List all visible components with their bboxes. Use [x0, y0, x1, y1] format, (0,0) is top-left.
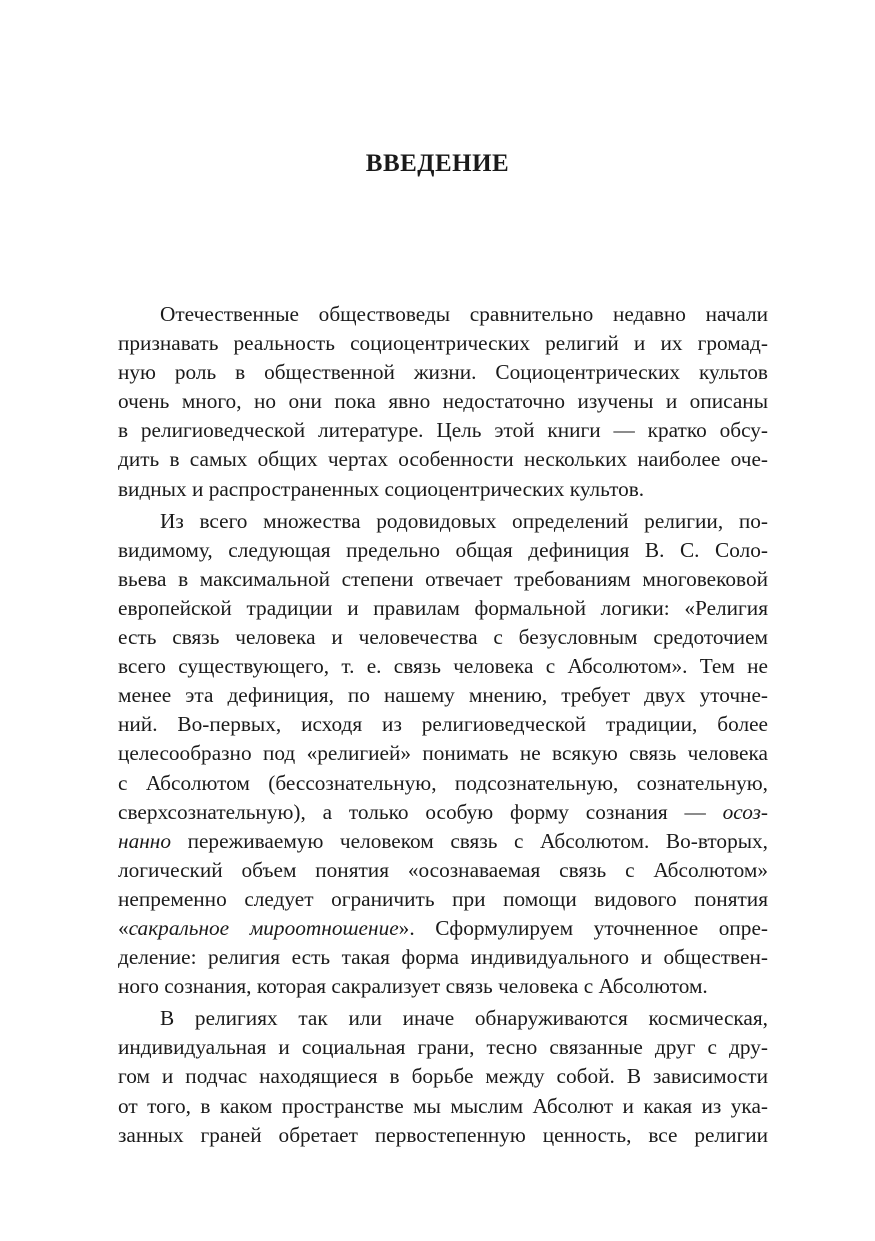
text-line: есть связь человека и человечества с безусловным средоточием — [118, 625, 768, 650]
text-line: непременно следует ограничить при помощи видового понятия — [118, 886, 768, 911]
text-line: видных и распространенных социоцентрических культов. — [118, 476, 645, 501]
text-line: целесообразно под «религией» понимать не всякую связь человека — [118, 741, 768, 766]
chapter-title: ВВЕДЕНИЕ — [365, 150, 510, 177]
italic-run: нанно — [118, 828, 171, 853]
text-line: логический объем понятия «осознаваемая связь с Абсолютом» — [118, 857, 768, 882]
text-line: ную роль в общественной жизни. Социоцентрических культов — [118, 360, 768, 385]
text-run: переживаемую человеком связь с Абсолютом. Во-вторых, — [187, 828, 768, 853]
text-run: « — [118, 915, 129, 940]
text-line: ного сознания, которая сакрализует связь человека с Абсолютом. — [118, 974, 708, 999]
text-line: индивидуальная и социальная грани, тесно связанные друг с дру- — [118, 1035, 768, 1060]
text-line: гом и подчас находящиеся в борьбе между собой. В зависимости — [118, 1064, 768, 1089]
italic-run: осоз- — [722, 799, 768, 824]
italic-run: сакральное мироотношение — [128, 915, 399, 940]
paragraph-1 — [118, 300, 768, 504]
text-line: видимому, следующая предельно общая дефиниция В. С. Соло- — [118, 537, 768, 562]
text-line — [118, 827, 768, 856]
text-line: в религиоведческой литературе. Цель этой книги — кратко обсу- — [118, 418, 768, 443]
text-line: занных граней обретает первостепенную ценность, все религии — [118, 1122, 768, 1147]
text-line: ний. Во-первых, исходя из религиоведческой традиции, более — [118, 712, 768, 737]
paragraph-2 — [118, 507, 768, 1002]
text-line: всего существующего, т. е. связь человека с Абсолютом». Тем не — [118, 654, 768, 679]
text-line: очень много, но они пока явно недостаточно изучены и описаны — [118, 389, 768, 414]
text-line: от того, в каком пространстве мы мыслим Абсолют и какая из ука- — [118, 1093, 768, 1118]
text-line: деление: религия есть такая форма индивидуального и обществен- — [118, 945, 768, 970]
text-run: сверхсознательную), а только особую форму сознания — — [118, 799, 706, 824]
text-line: Отечественные обществоведы сравнительно недавно начали — [160, 302, 768, 326]
text-line: признавать реальность социоцентрических религий и их громад- — [118, 331, 768, 356]
text-line: с Абсолютом (бессознательную, подсознательную, сознательную, — [118, 770, 768, 795]
text-line: менее эта дефиниция, по нашему мнению, требует двух уточне- — [118, 683, 768, 708]
body-text — [118, 300, 768, 1150]
text-line — [118, 914, 768, 943]
text-line: дить в самых общих чертах особенности нескольких наиболее оче- — [118, 447, 768, 472]
text-line: Из всего множества родовидовых определений религии, по- — [160, 508, 768, 533]
text-line: европейской традиции и правилам формальной логики: «Религия — [118, 595, 768, 620]
text-line: вьева в максимальной степени отвечает требованиям многовековой — [118, 566, 768, 591]
paragraph-3 — [118, 1004, 768, 1149]
text-line — [118, 798, 768, 827]
text-run: ». Сформулируем уточненное опре- — [398, 915, 768, 940]
text-line: В религиях так или иначе обнаруживаются космическая, — [160, 1006, 768, 1031]
